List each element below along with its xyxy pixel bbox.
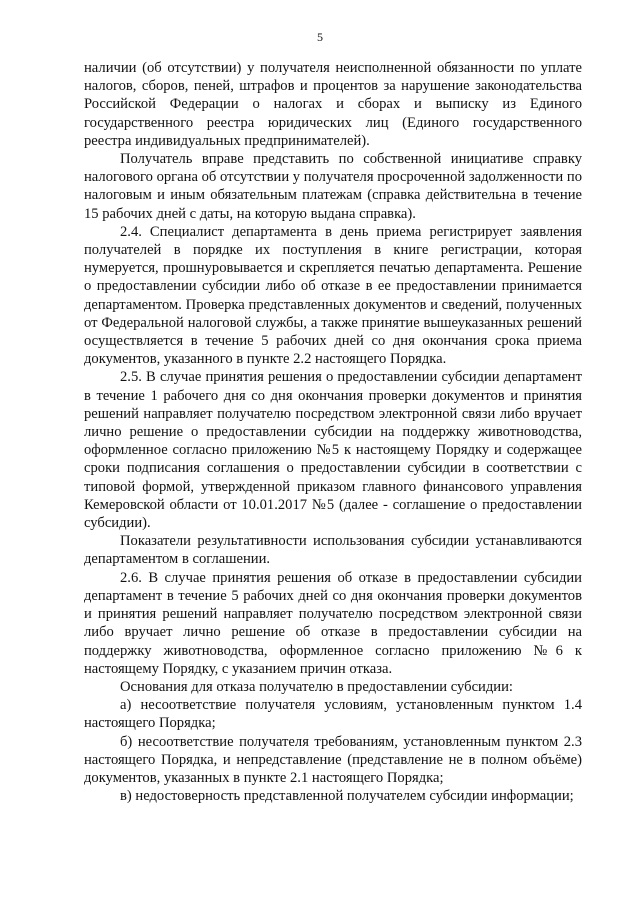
paragraph-spravka: Получатель вправе представить по собственной инициативе справку налогового органа об отсутствии у получателя просроченной задолженности по налоговым и иным обязательным платежам (справка действительна в течение 15 рабочих дней с даты, на которую выдана справка). <box>84 151 582 222</box>
page-number: 5 <box>317 30 323 44</box>
paragraph-2-4: 2.4. Специалист департамента в день приема регистрирует заявления получателей в порядке их поступления в книге регистрации, которая нумеруется, прошнуровывается и скрепляется печатью департамента. Решение о предоставлении субсидии либо об отказе в ее предоставлении принимается департаментом. Проверка представленных документов и сведений, полученных от Федеральной налоговой службы, а также принятие вышеуказанных решений осуществляется в течение 5 рабочих дней со дня окончания срока приема документов, указанного в пункте 2.2 настоящего Порядка. <box>84 223 582 368</box>
paragraph-continuation: наличии (об отсутствии) у получателя неисполненной обязанности по уплате налогов, сборов, пеней, штрафов и процентов за нарушение законодательства Российской Федерации о налогах и сборах и выписку из Единого государственного реестра юридических лиц (Единого государственного реестра индивидуальных предпринимателей). <box>84 60 582 149</box>
list-item-b: б) несоответствие получателя требованиям, установленным пунктом 2.3 настоящего Порядка, и непредставление (представление не в полном объёме) документов, указанных в пункте 2.1 настоящего Порядка; <box>84 733 582 786</box>
list-item-v: в) недостоверность представленной получателем субсидии информации; <box>120 788 574 805</box>
paragraph-2-6: 2.6. В случае принятия решения об отказе в предоставлении субсидии департамент в течение 5 рабочих дней со дня окончания проверки документов и принятия решений направляет получателю посредством электронной связи либо вручает лично решение об отказе в предоставлении субсидии на поддержку животноводства, оформленное согласно приложению №6 к настоящему Порядку, с указанием причин отказа. <box>84 569 582 677</box>
document-body <box>84 59 582 805</box>
paragraph-osnovaniya: Основания для отказа получателю в предоставлении субсидии: <box>120 678 513 695</box>
paragraph-pokazateli: Показатели результативности использования субсидии устанавливаются департаментом в соглашении. <box>84 533 582 568</box>
paragraph-2-5: 2.5. В случае принятия решения о предоставлении субсидии департамент в течение 1 рабочего дня со дня окончания проверки документов и принятия решений направляет получателю посредством электронной связи либо вручает лично решение о предоставлении субсидии на поддержку животноводства, оформленное согласно приложению №5 к настоящему Порядку и содержащее сроки подписания соглашения о предоставлении субсидии в соответствии с типовой формой, утвержденной приказом главного финансового управления Кемеровской области от 10.01.2017 №5 (далее - соглашение о предоставлении субсидии). <box>84 369 582 532</box>
list-item-a: а) несоответствие получателя условиям, установленным пунктом 1.4 настоящего Порядка; <box>84 697 582 732</box>
